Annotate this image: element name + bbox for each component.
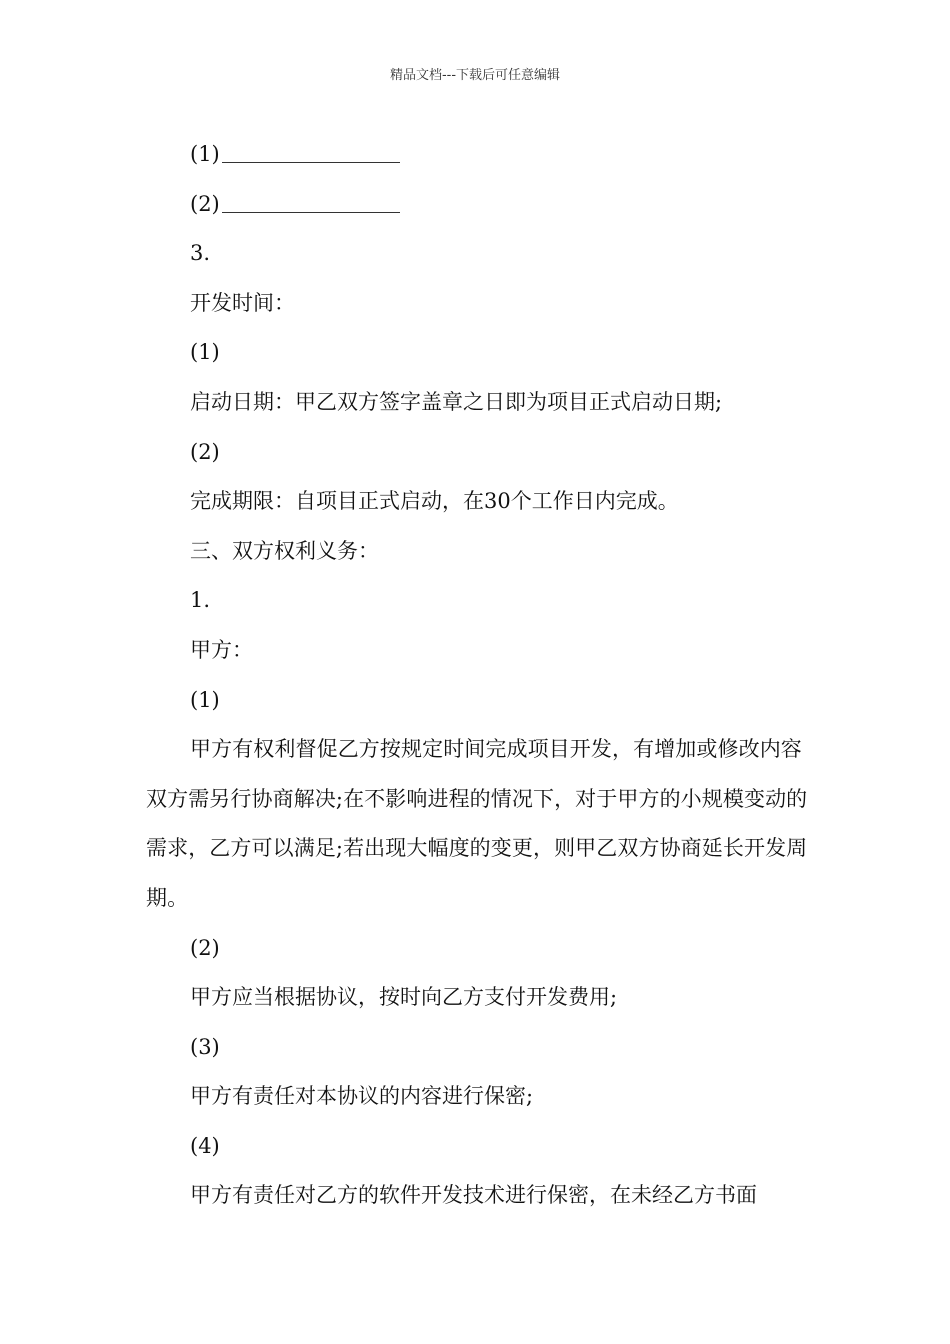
clause-text: 甲方有责任对乙方的软件开发技术进行保密，在未经乙方书面: [190, 1183, 757, 1208]
chapter-heading: 三、双方权利义务：: [190, 538, 379, 563]
section-title: 甲方：: [190, 637, 253, 662]
clause-paragraph: 甲方有权利督促乙方按规定时间完成项目开发，有增加或修改内容双方需另行协商解决;在不影响进程的情况下，对于甲方的小规模变动的需求，乙方可以满足;若出现大幅度的变更，则甲乙双方协商延长开发周期。: [146, 737, 808, 910]
section-number: 1.: [190, 588, 211, 613]
item-number: (1): [190, 142, 220, 166]
item-number: (1): [190, 340, 220, 365]
item-number: (2): [190, 191, 220, 216]
item-number: (4): [190, 1133, 220, 1158]
item-number: (3): [190, 1034, 220, 1059]
item-number: (2): [190, 439, 220, 464]
clause-text: 启动日期：甲乙双方签字盖章之日即为项目正式启动日期;: [190, 389, 723, 414]
clause-text: 甲方应当根据协议，按时向乙方支付开发费用;: [190, 985, 618, 1010]
page-header: 精品文档---下载后可任意编辑: [389, 68, 561, 83]
item-number-line: [146, 130, 818, 180]
section-number: 3.: [190, 241, 211, 266]
section-title: 开发时间：: [190, 290, 295, 315]
item-number: (1): [190, 687, 220, 712]
item-number: (2): [190, 935, 220, 960]
item-number-line: [146, 180, 818, 230]
clause-text: 完成期限：自项目正式启动，在30个工作日内完成。: [190, 489, 679, 514]
blank-fill-line: [222, 142, 400, 163]
clause-text: 甲方有责任对本协议的内容进行保密;: [190, 1084, 534, 1109]
blank-fill-line: [222, 192, 400, 213]
document-body: [146, 130, 818, 1221]
